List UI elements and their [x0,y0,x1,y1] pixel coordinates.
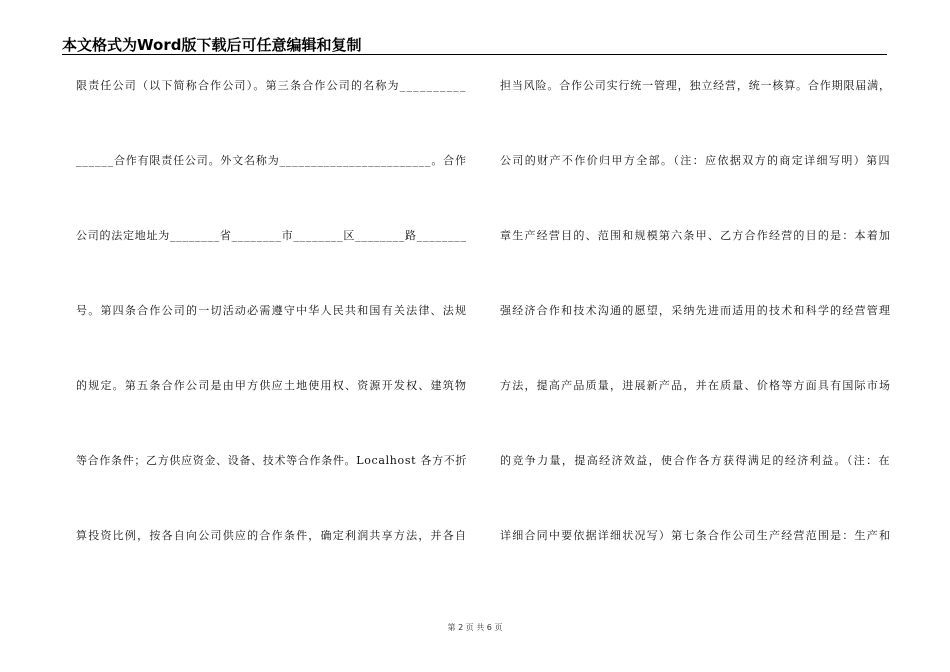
text-line: 公司的财产不作价归甲方全部。（注：应依据双方的商定详细写明）第四 [500,154,891,167]
text-line: 强经济合作和技术沟通的愿望，采纳先进而适用的技术和科学的经营管理 [500,304,892,317]
page-number-footer: 第 2 页 共 6 页 [447,623,503,632]
text-line: 章生产经营目的、范围和规模第六条甲、乙方合作经营的目的是：本着加 [500,229,892,242]
text-line: ______合作有限责任公司。外文名称为________________________。合作 [76,154,467,167]
text-line: 的规定。第五条合作公司是由甲方供应土地使用权、资源开发权、建筑物 [76,379,468,392]
text-line: 等合作条件；乙方供应资金、设备、技术等合作条件。Localhost 各方不折 [76,454,468,467]
text-line: 详细合同中要依据详细状况写）第七条合作公司生产经营范围是：生产和 [500,529,892,542]
text-line: 的竞争力量，提高经济效益，使合作各方获得满足的经济利益。（注：在 [500,454,891,467]
text-line: 号。第四条合作公司的一切活动必需遵守中华人民共和国有关法律、法规 [76,304,468,317]
document-header-title: 本文格式为Word版下载后可任意编辑和复制 [62,36,362,54]
text-line: 方法，提高产品质量，进展新产品，并在质量、价格等方面具有国际市场 [500,379,892,392]
text-line: 担当风险。合作公司实行统一管理，独立经营，统一核算。合作期限届满， [500,79,891,92]
text-line: 限责任公司（以下简称合作公司）。第三条合作公司的名称为__________ [76,79,467,92]
text-line: 算投资比例，按各自向公司供应的合作条件，确定利润共享方法，并各自 [76,529,468,542]
text-line: 公司的法定地址为________省________市________区________路________ [76,229,467,242]
header-divider [62,54,887,55]
